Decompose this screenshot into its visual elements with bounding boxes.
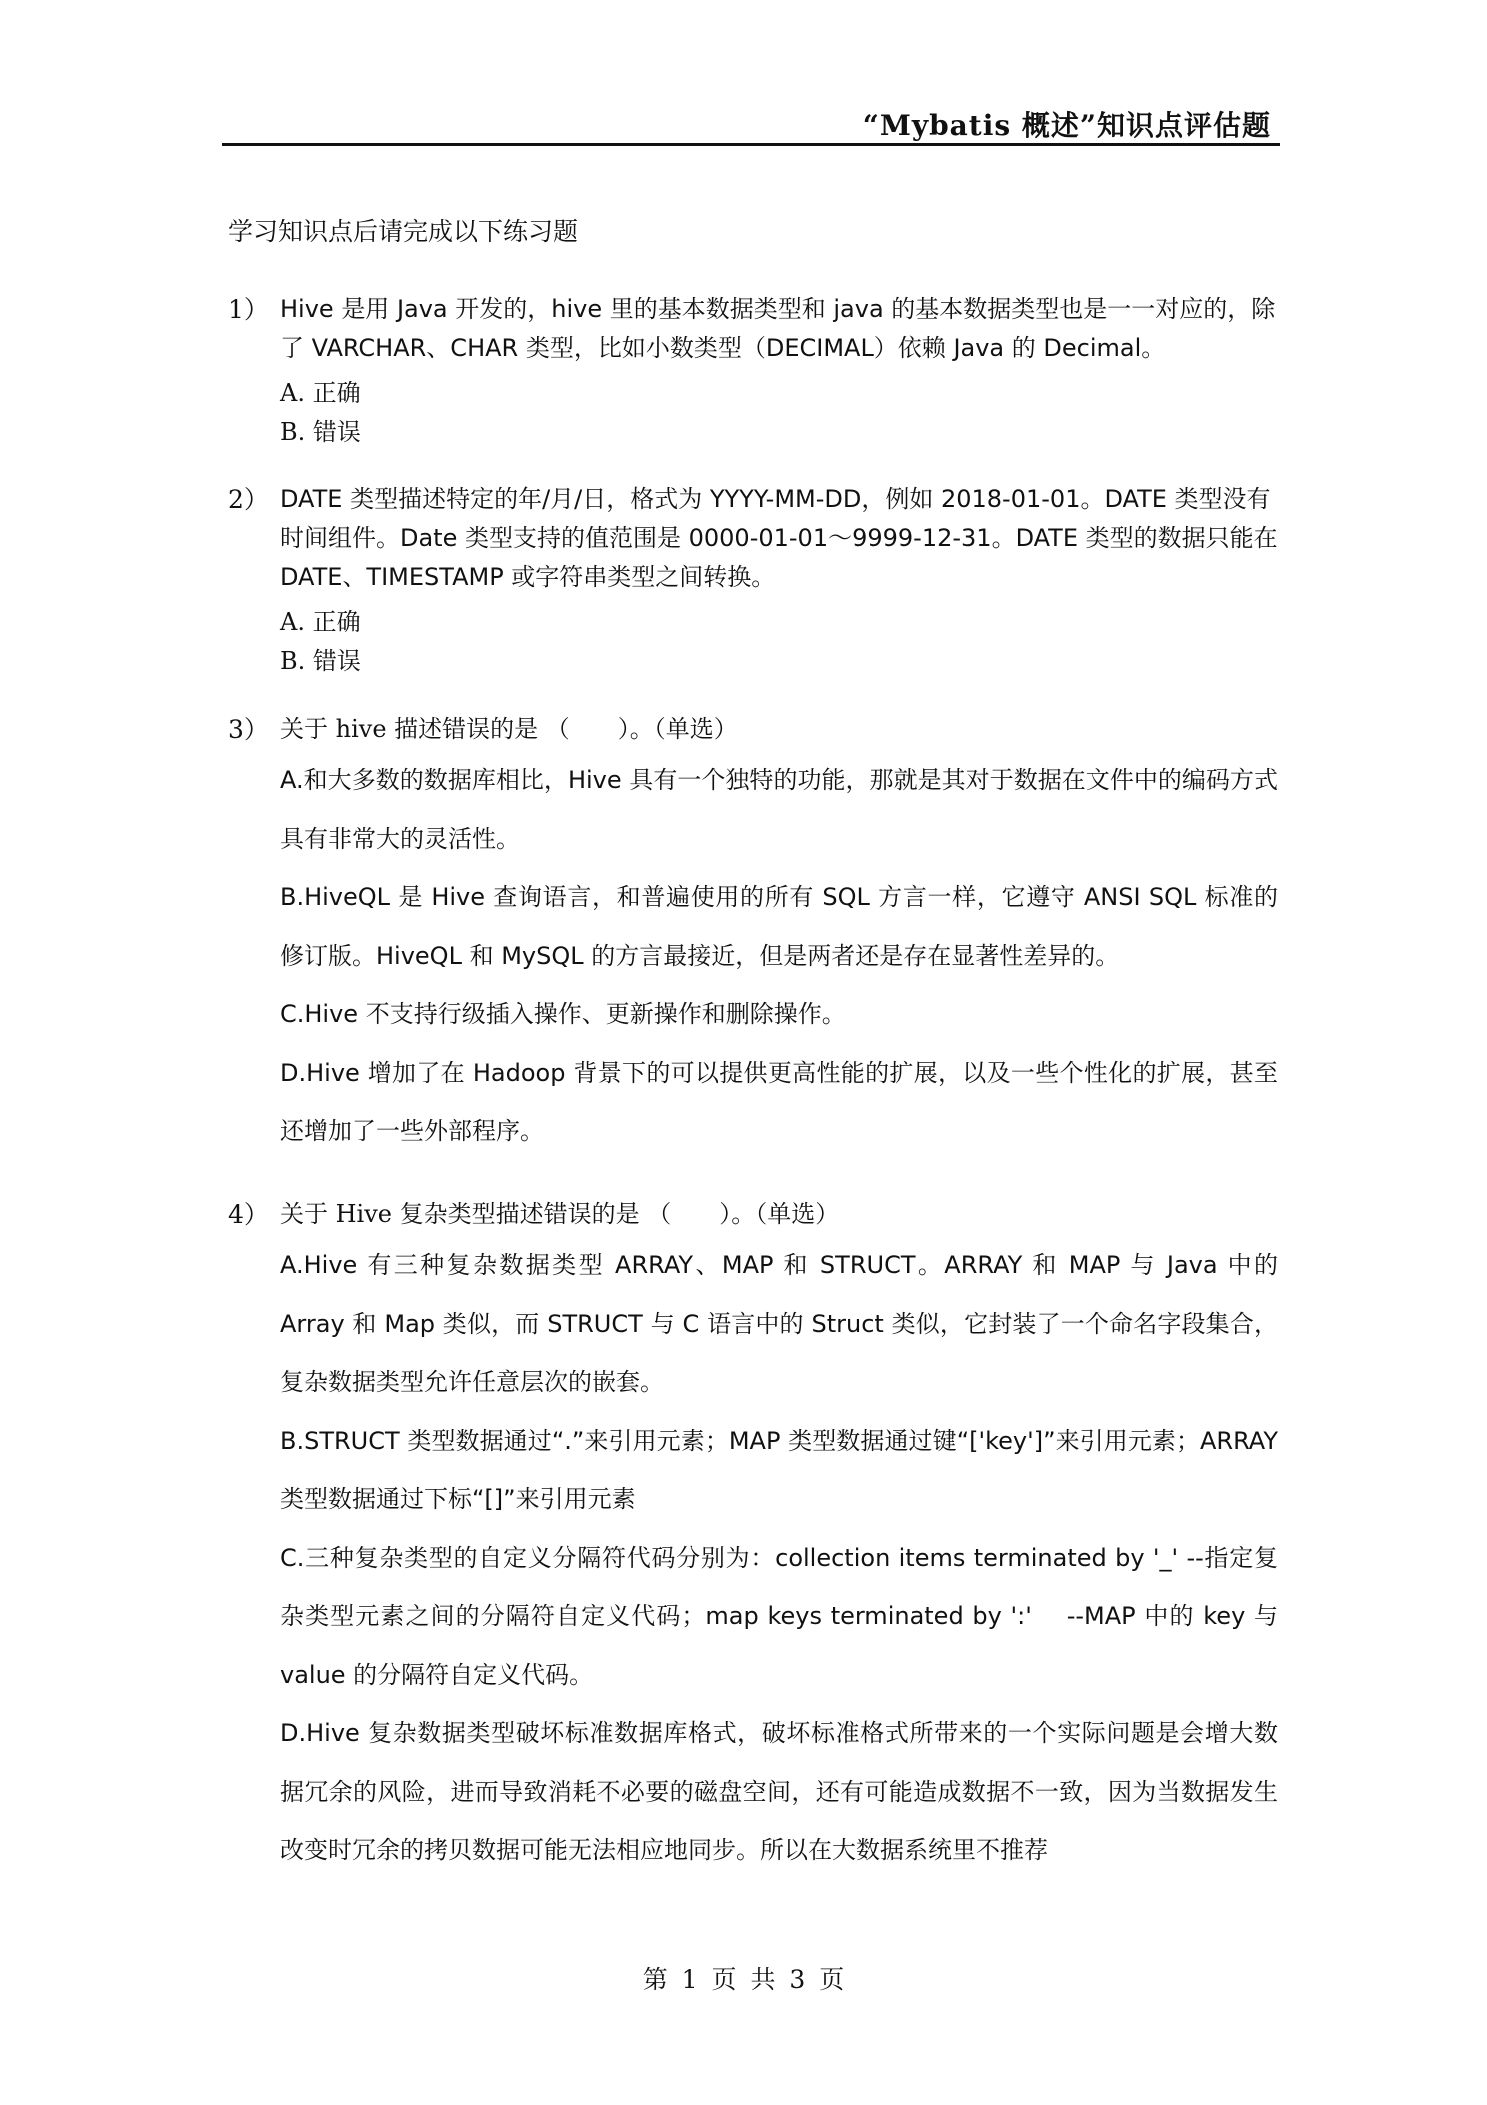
option-a: A. 正确 [280,608,361,636]
question-number: 1） [228,295,269,324]
option-a: A. 正确 [280,379,361,407]
question-4 [228,1195,1278,1880]
question-number: 3） [228,715,269,744]
page-footer: 第 1 页 共 3 页 [642,1965,845,1994]
option-b: B. 错误 [280,647,361,675]
question-stem: 关于 hive 描述错误的是 （ ）。（单选） [280,715,738,743]
question-stem: DATE 类型描述特定的年/月/日，格式为 YYYY-MM-DD，例如 2018-01-01。DATE 类型没有时间组件。Date 类型支持的值范围是 0000-01-01～9999-12-31。DATE 类型的数据只能在 DATE、TIMESTAMP 或字符串类型之间转换。 [280,485,1278,591]
question-2 [228,480,1278,681]
option-b: B.STRUCT 类型数据通过“.”来引用元素；MAP 类型数据通过键“['key']”来引用元素；ARRAY 类型数据通过下标“[]”来引用元素 [280,1426,1278,1513]
option-c: C.三种复杂类型的自定义分隔符代码分别为：collection items terminated by '_' --指定复杂类型元素之间的分隔符自定义代码；map keys terminated by ':' --MAP 中的 key 与 value 的分隔符自定义代码。 [280,1543,1278,1689]
option-d: D.Hive 复杂数据类型破坏标准数据库格式，破坏标准格式所带来的一个实际问题是会增大数据冗余的风险，进而导致消耗不必要的磁盘空间，还有可能造成数据不一致，因为当数据发生改变时冗余的拷贝数据可能无法相应地同步。所以在大数据系统里不推荐 [280,1719,1278,1864]
option-d: D.Hive 增加了在 Hadoop 背景下的可以提供更高性能的扩展，以及一些个性化的扩展，甚至还增加了一些外部程序。 [280,1058,1278,1145]
option-b: B.HiveQL 是 Hive 查询语言，和普遍使用的所有 SQL 方言一样，它遵守 ANSI SQL 标准的修订版。HiveQL 和 MySQL 的方言最接近，但是两者还是存在显著性差异的。 [280,883,1278,970]
option-b: B. 错误 [280,418,361,446]
question-number: 4） [228,1200,269,1229]
question-stem: Hive 是用 Java 开发的，hive 里的基本数据类型和 java 的基本数据类型也是一一对应的，除了 VARCHAR、CHAR 类型，比如小数类型（DECIMAL）依赖 Java 的 Decimal。 [280,295,1276,362]
page-header-title: “Mybatis 概述”知识点评估题 [862,109,1271,142]
intro-text: 学习知识点后请完成以下练习题 [228,217,579,246]
question-stem: 关于 Hive 复杂类型描述错误的是 （ ）。（单选） [280,1200,840,1228]
option-a: A.和大多数的数据库相比，Hive 具有一个独特的功能，那就是其对于数据在文件中的编码方式具有非常大的灵活性。 [280,766,1278,853]
option-c: C.Hive 不支持行级插入操作、更新操作和删除操作。 [280,1000,846,1028]
question-1 [228,290,1278,452]
question-3 [228,710,1278,1161]
question-number: 2） [228,485,269,514]
option-a: A.Hive 有三种复杂数据类型 ARRAY、MAP 和 STRUCT。ARRAY 和 MAP 与 Java 中的 Array 和 Map 类似，而 STRUCT 与 C 语言中的 Struct 类似，它封装了一个命名字段集合，复杂数据类型允许任意层次的嵌套。 [280,1251,1278,1396]
header-divider [222,143,1280,146]
